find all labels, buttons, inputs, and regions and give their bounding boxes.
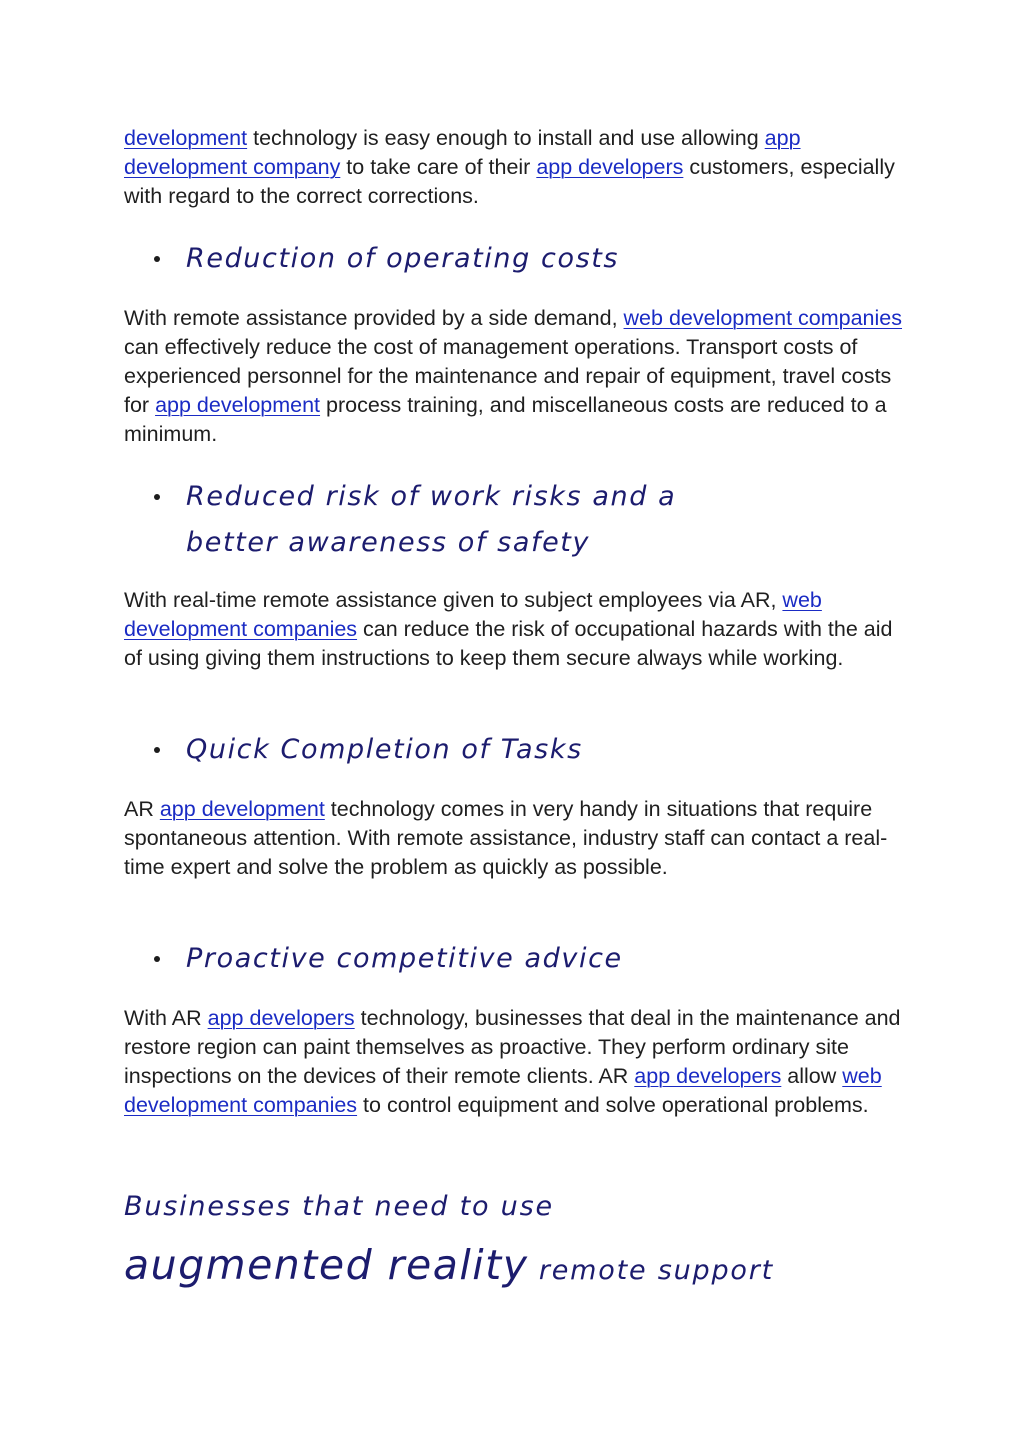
- paragraph-text: With remote assistance provided by a side demand,: [124, 306, 624, 330]
- link-app-development[interactable]: app development: [155, 393, 321, 417]
- link-app-development-company[interactable]: app development company: [124, 126, 801, 179]
- bullet-label: Reduced risk of work risks and a better awareness of safety: [186, 481, 677, 558]
- link-web-development-companies[interactable]: web development companies: [124, 588, 822, 641]
- link-app-developers[interactable]: app developers: [536, 155, 684, 179]
- bullet-label: Proactive competitive advice: [186, 943, 623, 974]
- link-app-developers[interactable]: app developers: [207, 1006, 355, 1030]
- paragraph-text: allow: [781, 1064, 843, 1088]
- bullet-dot-icon: [154, 956, 160, 962]
- section-heading: [124, 1178, 784, 1300]
- paragraph-text: customers, especially with regard to the correct corrections.: [124, 155, 895, 208]
- bullet-dot-icon: [154, 256, 160, 262]
- bullet-label: Quick Completion of Tasks: [186, 734, 583, 765]
- paragraph-text: to take care of their: [340, 155, 537, 179]
- paragraph-text: can effectively reduce the cost of management operations. Transport costs of experienced personnel for the maintenance and repair of equipment, travel costs for: [124, 335, 892, 417]
- paragraph-text: technology comes in very handy in situations that require spontaneous attention. With remote assistance, industry staff can contact a real-time expert and solve the problem as quickly as possible.: [124, 797, 888, 879]
- heading-text: Businesses that need to use: [124, 1191, 554, 1222]
- paragraph-text: With real-time remote assistance given to subject employees via AR,: [124, 588, 783, 612]
- paragraph-text: to control equipment and solve operational problems.: [357, 1093, 869, 1117]
- bullet-quick-completion: [124, 727, 924, 773]
- bullet-dot-icon: [154, 747, 160, 753]
- bullet-dot-icon: [154, 494, 160, 500]
- paragraph-text: technology is easy enough to install and use allowing: [247, 126, 765, 150]
- link-development[interactable]: development: [124, 126, 248, 150]
- paragraph-reduced-risk: [124, 586, 914, 673]
- bullet-proactive-advice: [124, 936, 924, 982]
- bullet-reduced-risk: [124, 474, 774, 566]
- link-web-development-companies[interactable]: web development companies: [124, 1064, 882, 1117]
- heading-emphasis: augmented reality: [124, 1241, 529, 1289]
- paragraph-intro: [124, 124, 914, 211]
- link-app-development[interactable]: app development: [159, 797, 325, 821]
- link-app-developers[interactable]: app developers: [634, 1064, 782, 1088]
- paragraph-text: process training, and miscellaneous costs are reduced to a minimum.: [124, 393, 887, 446]
- paragraph-text: can reduce the risk of occupational hazards with the aid of using giving them instructions to keep them secure always while working.: [124, 617, 893, 670]
- paragraph-proactive-advice: [124, 1004, 914, 1120]
- paragraph-operating-costs: [124, 304, 914, 449]
- paragraph-text: AR: [124, 797, 160, 821]
- link-web-development-companies[interactable]: web development companies: [623, 306, 903, 330]
- bullet-reduction-operating-costs: [124, 236, 924, 282]
- paragraph-text: technology, businesses that deal in the maintenance and restore region can paint themselves as proactive. They perform ordinary site inspections on the devices of their remote clients. AR: [124, 1006, 901, 1088]
- paragraph-quick-completion: [124, 795, 914, 882]
- heading-text: remote support: [528, 1255, 775, 1286]
- paragraph-text: With AR: [124, 1006, 208, 1030]
- bullet-label: Reduction of operating costs: [186, 243, 620, 274]
